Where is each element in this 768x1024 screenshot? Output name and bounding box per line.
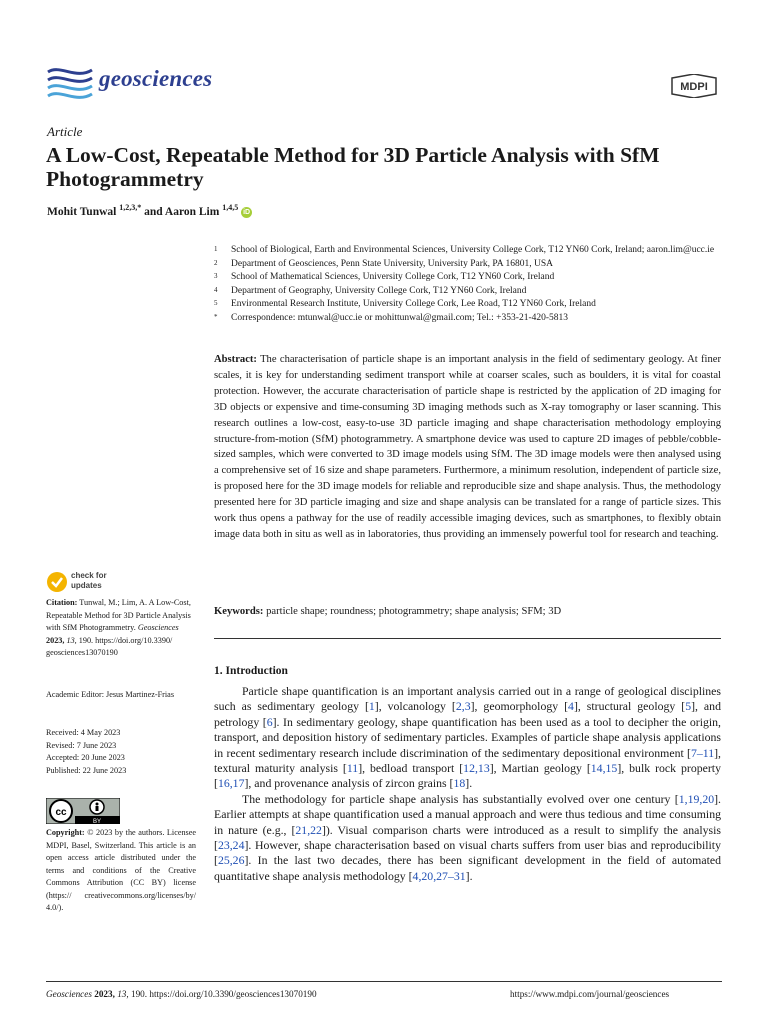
author-list [47, 203, 252, 218]
check-for-updates-button[interactable] [46, 570, 126, 594]
date-accepted: Accepted: 20 June 2023 [46, 753, 125, 762]
author-and: and [144, 205, 163, 218]
paragraph-text: ]. [465, 868, 473, 883]
check-label-1: check for [71, 571, 107, 580]
date-revised: Revised: 7 June 2023 [46, 740, 117, 750]
page-title: A Low-Cost, Repeatable Method for 3D Particle Analysis with SfM Photogrammetry [46, 143, 660, 191]
check-label-2: updates [71, 581, 102, 590]
author-affil: 1,2,3,* [119, 203, 142, 212]
keywords-text: particle shape; roundness; photogrammetry; shape analysis; SFM; 3D [266, 606, 562, 617]
cc-badge-text: BY [92, 819, 102, 824]
copyright-label: Copyright: [46, 828, 85, 837]
citation-year: 2023, [46, 635, 65, 645]
abstract-text: The characterisation of particle shape is an important analysis in the field of sedimentary geology. At finer scales, it is key for understanding sediment transport while at coarser scales, such as boulders, it is vital for coastal protection. However, the accurate characterisation of particle shape is restricted by the application of 2D imaging for 3D objects or expensive and time-consuming 3D imaging methods such as X-ray tomography or laser scanning. This research outlines a low-cost, easy-to-use 3D particle imaging and shape characterisation methodology employing structure-from-motion (SfM) photogrammetry. A smartphone device was used to capture 2D images of pebble/cobble-sized samples, which were converted to 3D image models using SfM. The 3D image models were then analysed using a comprehensive set of 16 size and shape parameters. Furthermore, a minimum resolution, independent of particle size, is proposed here for the 3D image models for reliable and reproducible size and shape analysis. Thus, the methodology presented here for 3D particle imaging and size and shape analysis can be translated for a range of particle sizes. This work thus opens a pathway for the use of readily accessible imaging devices, such as smartphones, to flexibly obtain image data both in situ as well as in laboratories, thus providing an immensely powerful tool for research and teaching. [214, 354, 721, 540]
paragraph-text: ], bedload transport [ [358, 761, 464, 776]
affil-num: 2 [214, 258, 218, 267]
keywords [214, 604, 721, 619]
article-type: Article [47, 124, 83, 139]
citation-link[interactable]: 2,3 [455, 699, 471, 714]
date-published: Published: 22 June 2023 [46, 765, 127, 775]
paragraph-text: ], structural geology [ [573, 699, 686, 714]
affiliations [214, 244, 734, 326]
section-body [214, 684, 721, 884]
orcid-icon[interactable]: iD [243, 208, 251, 216]
paragraph-text: The methodology for particle shape analysis has substantially evolved over one century [ [242, 791, 679, 806]
affil-text: School of Biological, Earth and Environmental Sciences, University College Cork, T12 YN60 Cork, Ireland; aaron.lim@ucc.ie [231, 245, 715, 255]
citation-link[interactable]: 7–11 [690, 745, 715, 760]
affil-text: School of Mathematical Sciences, University College Cork, T12 YN60 Cork, Ireland [231, 272, 555, 283]
footer-journal: Geosciences [46, 989, 92, 999]
author-name: Mohit Tunwal [47, 205, 117, 218]
copyright [46, 827, 196, 915]
paragraph-2 [214, 792, 721, 884]
paragraph-text: ], geomorphology [ [470, 699, 569, 714]
citation [46, 597, 196, 660]
paragraph-text: ]). Visual comparison charts were introduced as a result to simplify the analysis [ [214, 822, 722, 853]
paragraph-text: ], and provenance analysis of zircon grains [ [244, 776, 454, 791]
citation-text: Tunwal, M.; Lim, A. A Low-Cost, Repeatable Method for 3D Particle Analysis with SfM Photogrammetry. [46, 598, 191, 632]
check-icon [46, 571, 68, 593]
footer-citation [46, 989, 317, 999]
paragraph-text: ], volcanology [ [374, 699, 456, 714]
journal-name: geosciences [99, 66, 213, 91]
citation-link[interactable]: 4,20,27–31 [412, 868, 466, 883]
affil-text: Department of Geosciences, Penn State University, University Park, PA 16801, USA [231, 258, 553, 269]
footer-vol: 13, [117, 989, 129, 999]
svg-text:cc: cc [55, 807, 67, 818]
affil-num: * [214, 312, 218, 321]
paragraph-text: ]. Earlier attempts at shape quantification used a manual approach and were thus tedious and time consuming in nature (e.g., [ [214, 791, 721, 837]
citation-link[interactable]: 23,24 [217, 838, 245, 853]
paragraph-text: ], Martian geology [ [489, 761, 591, 776]
paragraph-text: ], and petrology [ [214, 699, 721, 729]
citation-link[interactable]: 18 [453, 776, 466, 791]
academic-editor: Academic Editor: Jesus Martinez-Frias [46, 690, 175, 699]
copyright-text: © 2023 by the authors. Licensee MDPI, Basel, Switzerland. This article is an open access article distributed under the terms and conditions of the Creative Commons Attribution (CC BY) license (https:// creativecommons.org/licenses/by/ 4.0/). [46, 828, 197, 912]
citation-link[interactable]: 5 [685, 699, 692, 714]
cc-by-license-icon[interactable] [46, 798, 120, 824]
paragraph-text: ], textural maturity analysis [ [214, 745, 721, 776]
paragraph-text: ]. [465, 776, 473, 791]
paragraph-text: ]. In sedimentary geology, shape quantification has been used as a tool to decipher the origin, transport, and deposition history of sedimentary particles. Examples of particle shape analysis applications in recent sedimentary research include discrimination of the sedimentary depositional environment [ [214, 714, 721, 760]
mdpi-logo-icon [668, 74, 720, 98]
mdpi-logo-text: MDPI [680, 81, 708, 93]
citation-link[interactable]: 6 [266, 714, 273, 729]
paragraph-text: ]. In the last two decades, there has been significant development in the field of automated quantitative shape analysis methodology [ [214, 853, 721, 883]
footer-doi[interactable]: 190. https://doi.org/10.3390/geosciences13070190 [130, 989, 317, 999]
footer-url[interactable]: https://www.mdpi.com/journal/geosciences [510, 989, 670, 999]
citation-link[interactable]: 21,22 [295, 822, 322, 837]
citation-label: Citation: [46, 598, 78, 607]
citation-link[interactable]: 12,13 [463, 761, 490, 776]
citation-link[interactable]: 4 [568, 699, 574, 714]
citation-link[interactable]: 16,17 [217, 776, 245, 791]
author-name: Aaron Lim [164, 205, 220, 218]
affil-num: 1 [214, 245, 218, 253]
citation-journal: Geosciences [137, 623, 179, 632]
section-title: 1. Introduction [214, 665, 288, 677]
dates [46, 727, 196, 777]
journal-logo-icon [46, 60, 94, 104]
keywords-label: Keywords: [214, 606, 264, 617]
abstract [214, 352, 721, 543]
divider [214, 638, 721, 639]
paragraph-text: ], bulk rock property [ [214, 761, 721, 791]
footer-divider [46, 981, 722, 982]
affil-text: Environmental Research Institute, University College Cork, Lee Road, T12 YN60 Cork, Ireland [231, 299, 596, 310]
affil-num: 5 [214, 299, 218, 308]
affil-num: 3 [214, 272, 218, 281]
affil-text: Department of Geography, University College Cork, T12 YN60 Cork, Ireland [231, 285, 527, 296]
date-received: Received: 4 May 2023 [46, 728, 121, 737]
citation-link[interactable]: 25,26 [217, 853, 245, 868]
citation-link[interactable]: 14,15 [590, 761, 618, 776]
affil-num: 4 [214, 285, 218, 294]
author-affil: 1,4,5 [222, 203, 239, 212]
paragraph-1 [214, 684, 721, 792]
citation-rest: 190. https://doi.org/10.3390/ geosciences13070190 [46, 635, 173, 657]
affil-text: Correspondence: mtunwal@ucc.ie or mohittunwal@gmail.com; Tel.: +353-21-420-5813 [231, 312, 569, 323]
paragraph-text: Particle shape quantification is an important analysis carried out in a range of geological disciplines such as sedimentary geology [ [214, 684, 721, 714]
citation-link[interactable]: 1 [368, 699, 375, 714]
citation-vol: 13, [66, 635, 77, 645]
paragraph-text: ]. However, shape characterisation based on visual charts suffers from user bias and reproducibility [ [214, 838, 721, 868]
footer-year: 2023, [94, 989, 115, 999]
abstract-label: Abstract: [214, 354, 257, 365]
citation-link[interactable]: 11 [346, 761, 359, 776]
citation-link[interactable]: 1,19,20 [678, 791, 715, 806]
